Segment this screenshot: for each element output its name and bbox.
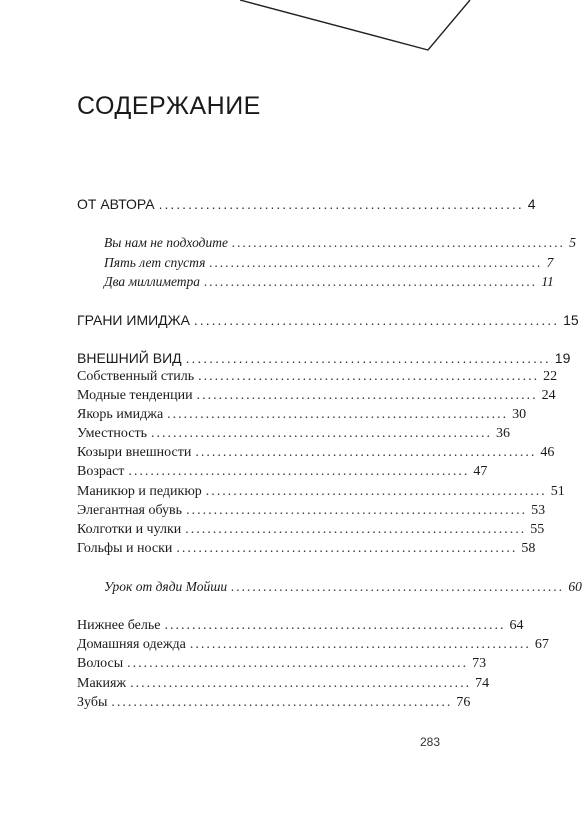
toc-entry-label: Гольфы и носки (77, 541, 173, 556)
leader-dots: .............................................................. (198, 369, 540, 384)
leader-dots: .............................................................. (231, 579, 565, 594)
toc-entry-page: 51 (550, 484, 565, 499)
toc-entry (77, 656, 487, 676)
toc-entry-label: Нижнее белье (77, 618, 161, 633)
toc-entry-page: 47 (473, 464, 488, 479)
toc-entry-label: Маникюр и педикюр (77, 484, 202, 499)
toc-entry (77, 541, 536, 561)
toc-entry-page: 76 (456, 695, 471, 710)
toc-entry-label: Вы нам не подходите (104, 235, 228, 250)
leader-dots: .............................................................. (111, 695, 453, 710)
toc-entry (77, 369, 558, 389)
toc-entry-page: 24 (541, 388, 556, 403)
toc-entry (77, 676, 490, 696)
toc-entry-page: 74 (475, 676, 490, 691)
toc-entry-label: ГРАНИ ИМИДЖА (77, 312, 190, 328)
toc-entry-page: 53 (531, 503, 546, 518)
toc-entry-label: ВНЕШНИЙ ВИД (77, 350, 182, 366)
toc-entry (77, 426, 510, 446)
leader-dots: .............................................................. (185, 522, 527, 537)
toc-entry-label: Уместность (77, 426, 147, 441)
toc-entry-label: Пять лет спустя (104, 255, 206, 270)
toc-entry-vneshniy-vid (77, 350, 571, 370)
page-title: СОДЕРЖАНИЕ (77, 92, 261, 120)
toc-entry-label: Урок от дяди Мойши (104, 579, 228, 594)
leader-dots: .............................................................. (205, 484, 547, 499)
toc-entry (77, 484, 565, 504)
toc-entry (104, 274, 554, 294)
toc-entry-page: 46 (540, 445, 555, 460)
toc-entry-label: Колготки и чулки (77, 522, 182, 537)
toc-entry-page: 11 (541, 274, 554, 289)
toc-entry (77, 388, 556, 408)
leader-dots: .............................................................. (128, 464, 470, 479)
toc-entry-label: Собственный стиль (77, 369, 195, 384)
toc-entry (104, 235, 576, 255)
decorative-corner-lines (0, 0, 527, 60)
toc-entry-page: 58 (521, 541, 536, 556)
toc-entry-label: Возраст (77, 464, 125, 479)
toc-entry-page: 67 (534, 637, 549, 652)
toc-entry-ot-avtora (77, 196, 536, 216)
toc-entry-label: Волосы (77, 656, 124, 671)
leader-dots: .............................................................. (204, 274, 538, 289)
toc-entry-page: 60 (568, 579, 582, 594)
toc-entry (77, 522, 545, 542)
leader-dots: .............................................................. (186, 503, 528, 518)
toc-entry-page: 19 (554, 350, 571, 366)
toc-entry (104, 255, 554, 275)
leader-dots: .............................................................. (193, 312, 560, 328)
toc-entry-page: 7 (546, 255, 554, 270)
toc-entry-page: 73 (472, 656, 487, 671)
leader-dots: .............................................................. (167, 407, 509, 422)
toc-entry-page: 5 (569, 235, 576, 250)
toc-entry (77, 695, 471, 715)
toc-entry-page: 30 (512, 407, 527, 422)
toc-entry (77, 464, 488, 484)
toc-entry-label: Два миллиметра (104, 274, 201, 289)
toc-entry-label: Макияж (77, 676, 127, 691)
toc-entry-page: 22 (543, 369, 558, 384)
toc-entry-page: 4 (527, 196, 536, 212)
toc-entry-page: 55 (530, 522, 545, 537)
leader-dots: .............................................................. (209, 255, 543, 270)
leader-dots: .............................................................. (158, 196, 524, 212)
toc-entry (77, 407, 527, 427)
leader-dots: .............................................................. (231, 235, 566, 250)
leader-dots: .............................................................. (164, 618, 506, 633)
toc-entry-page: 36 (496, 426, 510, 441)
leader-dots: .............................................................. (185, 350, 551, 366)
leader-dots: .............................................................. (195, 445, 537, 460)
toc-entry (77, 503, 546, 523)
toc-entry-label: Модные тенденции (77, 388, 193, 403)
toc-entry-label: Зубы (77, 695, 108, 710)
leader-dots: .............................................................. (189, 637, 531, 652)
leader-dots: .............................................................. (127, 656, 469, 671)
leader-dots: .............................................................. (176, 541, 518, 556)
leader-dots: .............................................................. (130, 676, 472, 691)
toc-entry-label: Якорь имиджа (77, 407, 164, 422)
toc-entry-page: 64 (509, 618, 524, 633)
toc-entry-grani-imidzha (77, 312, 579, 332)
toc-entry-label: Домашняя одежда (77, 637, 186, 652)
page-number: 283 (420, 735, 441, 749)
toc-entry-label: ОТ АВТОРА (77, 196, 155, 212)
leader-dots: .............................................................. (151, 426, 492, 441)
toc-entry (77, 445, 555, 465)
toc-entry (77, 637, 549, 657)
leader-dots: .............................................................. (196, 388, 538, 403)
toc-entry (77, 618, 524, 638)
toc-entry-label: Козыри внешности (77, 445, 192, 460)
toc-entry-label: Элегантная обувь (77, 503, 183, 518)
toc-entry-page: 15 (563, 312, 579, 328)
toc-entry (104, 579, 582, 599)
